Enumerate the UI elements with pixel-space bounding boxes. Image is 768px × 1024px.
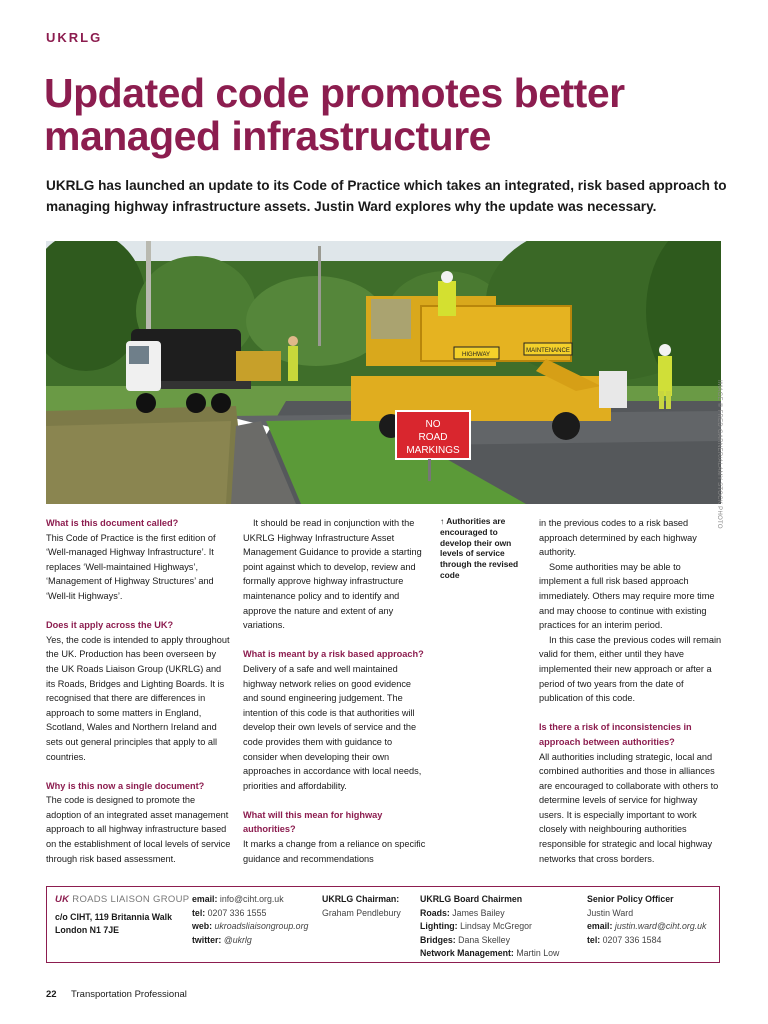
sign-line-2: ROAD: [418, 432, 448, 443]
standfirst: UKRLG has launched an update to its Code of Practice which takes an integrated, risk based approach to managing highway infrastructure assets. Justin Ward explores why the update was necessary.: [46, 178, 727, 214]
article-photo: [46, 241, 721, 504]
answer-paragraph: All authorities including strategic, local and combined authorities and those in alliances are encouraged to collaborate with others to determine levels of service for highway users. It is especially important to work closely with neighbouring authorities responsible for strategic and local highway networks that cross borders.: [539, 751, 719, 864]
address-line: c/o CIHT, 119 Britannia Walk: [55, 911, 173, 922]
officer-email-link[interactable]: justin.ward@ciht.org.uk: [614, 921, 707, 932]
photo-credit: IMAGE © FRED GARNER/ALAMY STOCK PHOTO: [716, 380, 722, 529]
question-heading: Why is this now a single document?: [46, 780, 205, 791]
email-link[interactable]: info@ciht.org.uk: [219, 894, 284, 904]
twitter-link[interactable]: @ukrlg: [223, 934, 252, 945]
policy-officer-block: Senior Policy Officer Justin Ward email: justin.ward@ciht.org.uk tel: 0207 336 1584: [587, 893, 717, 947]
sign-line-1: NO: [425, 419, 441, 430]
question-heading: What is this document called?: [46, 518, 179, 528]
sign-line-3: MARKINGS: [406, 445, 460, 456]
headline: Updated code promotes better managed infrastructure: [44, 70, 625, 159]
photo-caption: ↑ Authorities are encouraged to develop their own levels of service through the revised code: [440, 516, 519, 580]
answer-paragraph: Yes, the code is intended to apply throughout the UK. Production has been overseen by the UK Roads Liaison Group (UKRLG) and its Roads, Bridges and Lighting Boards. It is recognised that there are differences in approach to some matters in England, Scotland, Wales and Northern Ireland and sets out general principles that apply to all countries.: [46, 634, 230, 762]
column-3: [539, 516, 722, 866]
answer-paragraph: Delivery of a safe and well maintained highway network relies on good evidence and sound engineering judgement. The intention of this code is that authorities will develop their own levels of service and the code provides them with guidance to consider when developing their own approaches in accordance with local needs, priorities and affordability.: [243, 663, 422, 791]
answer-paragraph: It marks a change from a reliance on specific guidance and recommendations: [243, 839, 426, 864]
body-paragraph: It should be read in conjunction with the UKRLG Highway Infrastructure Asset Management Guidance to provide a starting point against which to develop, review and formally approve highway infrastructure maintenance policy and to identify and approve the nature and extent of any variations.: [243, 518, 422, 631]
question-heading: What will this mean for highway authorities?: [243, 809, 383, 835]
board-chairmen-block: UKRLG Board Chairmen Roads: James Bailey Lighting: Lindsay McGregor Bridges: Dana Skelley Network Management: Martin Low: [420, 893, 585, 961]
body-paragraph: In this case the previous codes will remain valid for them, either until they have implemented their new approach or after a period of two years from the date of publication of this code.: [539, 634, 722, 704]
section-tag: UKRLG: [46, 30, 103, 45]
contact-details: email: info@ciht.org.uk tel: 0207 336 1555 web: ukroadsliaisongroup.org twitter: @ukrlg: [192, 894, 309, 945]
machine-label-left: HIGHWAY: [462, 352, 490, 358]
body-paragraph: Some authorities may be able to implement a full risk based approach immediately. Others may require more time and may choose to continue with existing practices for an interim period.: [539, 561, 715, 631]
question-heading: Does it apply across the UK?: [46, 620, 174, 631]
officer-phone: 0207 336 1584: [602, 934, 662, 945]
column-2: [243, 516, 426, 866]
column-1: [46, 516, 231, 866]
ukrlg-logo: UK ROADS LIAISON GROUP: [55, 894, 190, 905]
web-link[interactable]: ukroadsliaisongroup.org: [214, 921, 309, 932]
publication-name: Transportation Professional: [71, 989, 187, 1000]
chairman-title: UKRLG Chairman:: [322, 894, 400, 904]
question-heading: What is meant by a risk based approach?: [243, 649, 424, 660]
board-title: UKRLG Board Chairmen: [420, 894, 523, 904]
ukrlg-logo-block: [55, 893, 190, 938]
phone-number: 0207 336 1555: [207, 907, 267, 918]
machine-label-right: MAINTENANCE: [526, 348, 570, 354]
page-number: 22: [46, 989, 57, 1000]
answer-paragraph: This Code of Practice is the first edition of ‘Well-managed Highway Infrastructure’. It replaces ‘Well-maintained Highways’, ‘Management of Highway Structures’ and ‘Well-lit Highways’.: [46, 532, 216, 601]
officer-name: Justin Ward: [587, 907, 634, 918]
contact-box: [46, 886, 720, 963]
body-paragraph: in the previous codes to a risk based approach determined by each highway authority.: [539, 518, 697, 558]
answer-paragraph: The code is designed to promote the adoption of an integrated asset management approach to all highway infrastructure based on the establishment of local levels of service through risk based assessment.: [46, 795, 231, 864]
page-footer: [46, 989, 199, 1000]
chairman-block: [322, 893, 417, 920]
officer-title: Senior Policy Officer: [587, 894, 674, 904]
chairman-name: Graham Pendlebury: [322, 907, 401, 918]
question-heading: Is there a risk of inconsistencies in approach between authorities?: [539, 722, 692, 747]
address-line: London N1 7JE: [55, 925, 120, 936]
